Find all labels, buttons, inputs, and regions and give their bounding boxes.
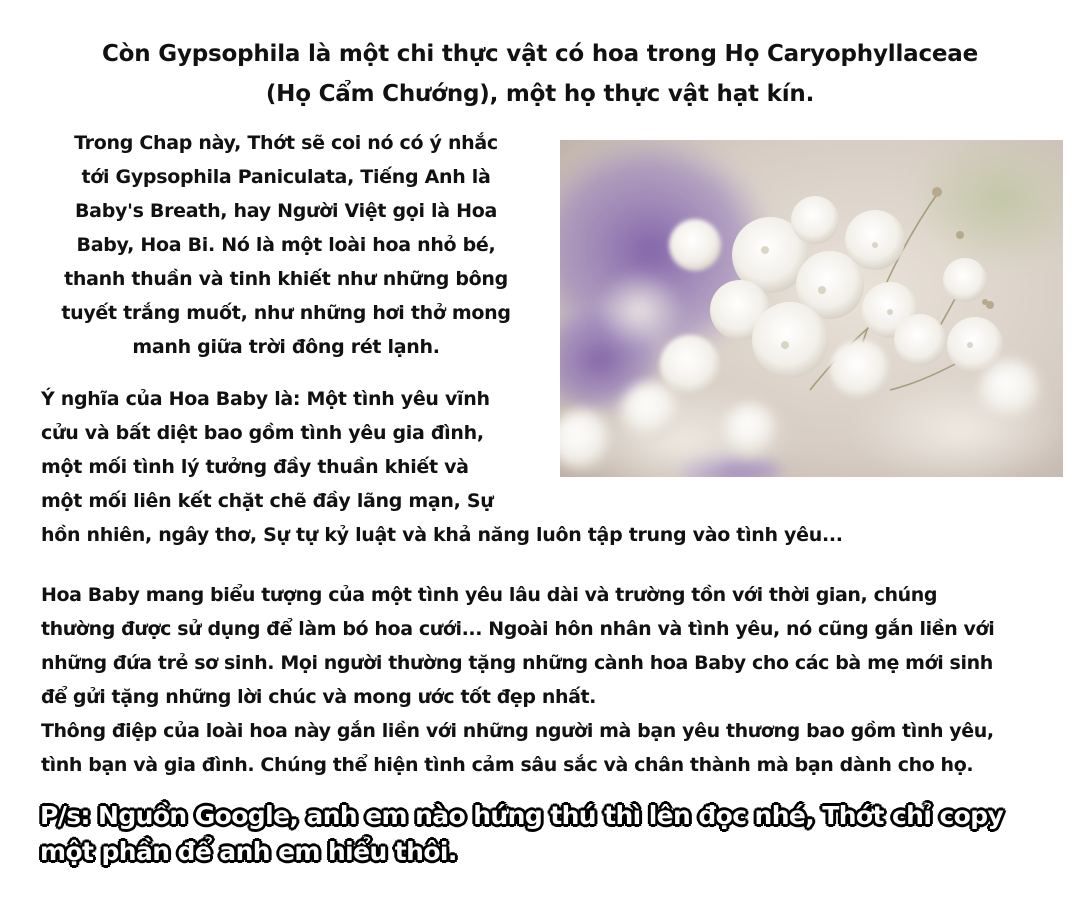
ps-note	[40, 798, 1050, 870]
title-line: Còn Gypsophila là một chi thực vật có hoa trong Họ Caryophyllaceae	[102, 41, 978, 67]
intro-paragraph	[36, 126, 536, 364]
ps-line: P/s: Nguồn Google, anh em nào hứng thú thì lên đọc nhé, Thớt chỉ copy	[40, 801, 1004, 830]
intro-line: tuyết trắng muốt, như những hơi thở mong	[61, 302, 511, 324]
ps-line: một phần để anh em hiểu thôi.	[40, 837, 457, 866]
intro-line: thanh thuần và tinh khiết như những bông	[64, 268, 508, 290]
symbol-line: những đứa trẻ sơ sinh. Mọi người thường tặng những cành hoa Baby cho các bà mẹ mới sinh	[41, 652, 993, 674]
intro-line: Baby's Breath, hay Người Việt gọi là Hoa	[75, 200, 497, 222]
intro-line: Baby, Hoa Bi. Nó là một loài hoa nhỏ bé,	[76, 234, 496, 256]
symbol-line: Hoa Baby mang biểu tượng của một tình yêu lâu dài và trường tồn với thời gian, chúng	[41, 584, 938, 606]
meaning-line: hồn nhiên, ngây thơ, Sự tự kỷ luật và khả năng luôn tập trung vào tình yêu...	[41, 524, 843, 546]
meaning-line: Ý nghĩa của Hoa Baby là: Một tình yêu vĩnh	[41, 388, 490, 410]
symbol-line: tình bạn và gia đình. Chúng thể hiện tình cảm sâu sắc và chân thành mà bạn dành cho họ.	[41, 754, 974, 776]
symbol-line: để gửi tặng những lời chúc và mong ước tốt đẹp nhất.	[41, 686, 596, 708]
meaning-line: một mối liên kết chặt chẽ đầy lãng mạn, Sự	[41, 490, 494, 512]
intro-line: Trong Chap này, Thớt sẽ coi nó có ý nhắc	[74, 132, 498, 154]
meaning-paragraph	[41, 382, 941, 552]
intro-line: tới Gypsophila Paniculata, Tiếng Anh là	[81, 166, 491, 188]
intro-line: manh giữa trời đông rét lạnh.	[132, 336, 440, 358]
symbol-line: Thông điệp của loài hoa này gắn liền với những người mà bạn yêu thương bao gồm tình yêu,	[41, 720, 994, 742]
page-title	[60, 34, 1020, 114]
meaning-line: một mối tình lý tưởng đầy thuần khiết và	[41, 456, 469, 478]
symbol-paragraph	[41, 578, 1051, 782]
meaning-line: cửu và bất diệt bao gồm tình yêu gia đình,	[41, 422, 484, 444]
title-line: (Họ Cẩm Chướng), một họ thực vật hạt kín.	[265, 81, 815, 107]
symbol-line: thường được sử dụng để làm bó hoa cưới... Ngoài hôn nhân và tình yêu, nó cũng gắn liền với	[41, 618, 995, 640]
